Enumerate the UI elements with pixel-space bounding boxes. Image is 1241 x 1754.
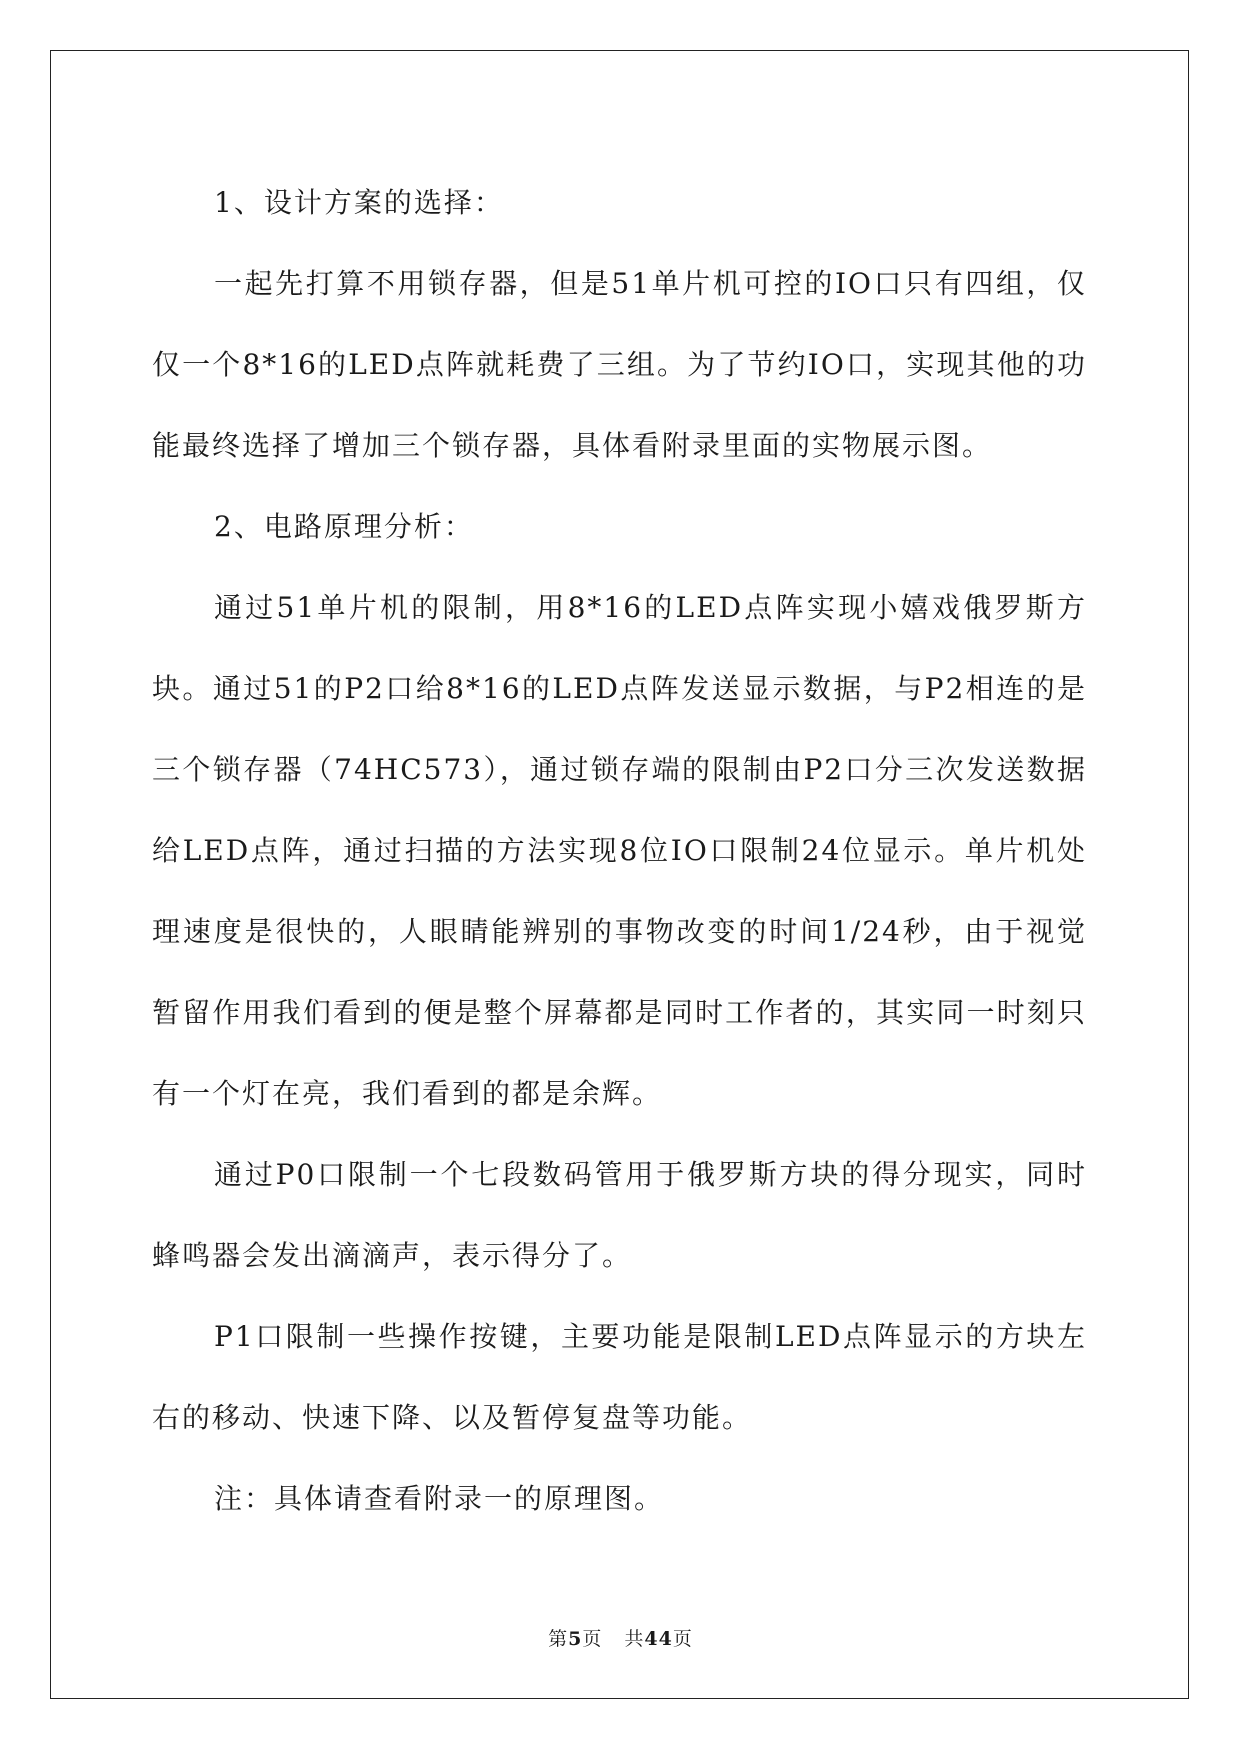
paragraph-p0-port: 通过P0口限制一个七段数码管用于俄罗斯方块的得分现实，同时蜂鸣器会发出滴滴声，表示得分了。 <box>152 1158 1087 1272</box>
section-heading-design-choice: 1、设计方案的选择： <box>214 186 504 219</box>
paragraph-p1-port: P1口限制一些操作按键，主要功能是限制LED点阵显示的方块左右的移动、快速下降、以及暂停复盘等功能。 <box>152 1320 1087 1434</box>
paragraph-note: 注：具体请查看附录一的原理图。 <box>214 1482 665 1515</box>
paragraph-circuit-analysis: 通过51单片机的限制，用8*16的LED点阵实现小嬉戏俄罗斯方块。通过51的P2口给8*16的LED点阵发送显示数据，与P2相连的是三个锁存器（74HC573），通过锁存端的限制由P2口分三次发送数据给LED点阵，通过扫描的方法实现8位IO口限制24位显示。单片机处理速度是很快的，人眼睛能辨别的事物改变的时间1/24秒，由于视觉暂留作用我们看到的便是整个屏幕都是同时工作者的，其实同一时刻只有一个灯在亮，我们看到的都是余辉。 <box>152 591 1087 1110</box>
footer-page-prefix: 第 <box>548 1628 569 1650</box>
page-footer <box>0 1624 1241 1651</box>
footer-page-suffix: 页 <box>582 1628 603 1650</box>
footer-total-suffix: 页 <box>672 1628 693 1650</box>
footer-page-number: 5 <box>568 1628 583 1650</box>
section-heading-circuit-analysis: 2、电路原理分析： <box>214 510 474 543</box>
paragraph-design-choice: 一起先打算不用锁存器，但是51单片机可控的IO口只有四组，仅仅一个8*16的LED点阵就耗费了三组。为了节约IO口，实现其他的功能最终选择了增加三个锁存器，具体看附录里面的实物展示图。 <box>152 267 1087 462</box>
document-body <box>152 162 1087 1539</box>
footer-total-prefix: 共 <box>624 1628 645 1650</box>
footer-total-pages: 44 <box>644 1628 673 1650</box>
